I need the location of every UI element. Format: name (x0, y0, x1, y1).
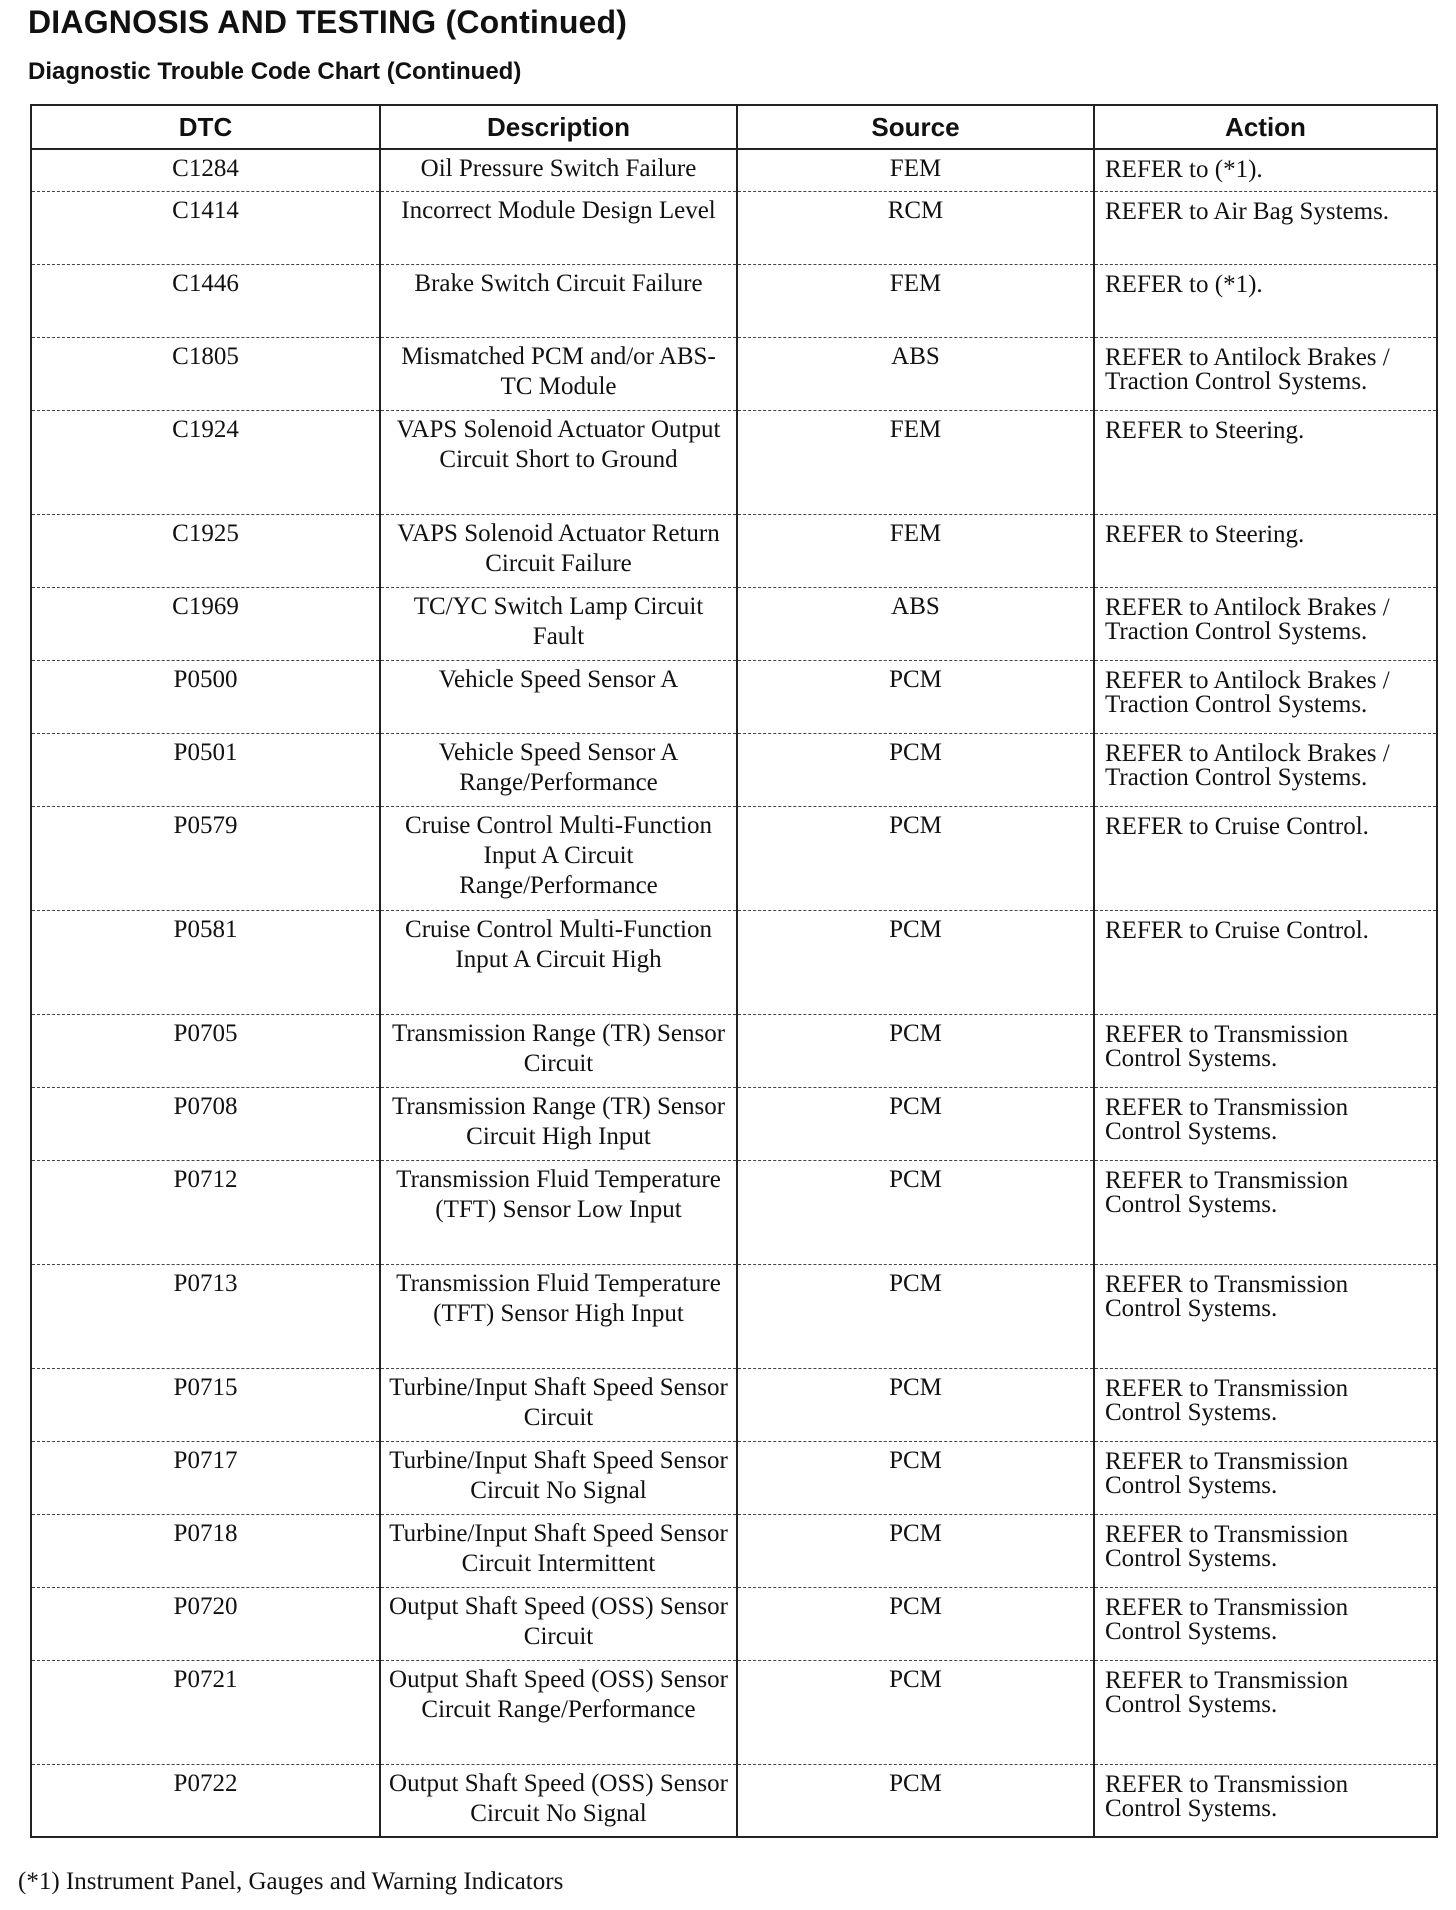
table-row (31, 1764, 1437, 1837)
dtc-source: PCM (737, 1587, 1094, 1660)
table-row (31, 410, 1437, 514)
dtc-code: P0708 (31, 1087, 380, 1160)
dtc-action: REFER to Steering. (1094, 514, 1437, 587)
dtc-action: REFER to Transmission Control Systems. (1094, 1764, 1437, 1837)
dtc-code: C1446 (31, 264, 380, 337)
dtc-action: REFER to Transmission Control Systems. (1094, 1264, 1437, 1368)
dtc-action: REFER to Transmission Control Systems. (1094, 1587, 1437, 1660)
dtc-code: C1924 (31, 410, 380, 514)
dtc-action: REFER to (*1). (1094, 149, 1437, 191)
dtc-source: PCM (737, 1087, 1094, 1160)
dtc-description: Vehicle Speed Sensor A Range/Performance (380, 733, 737, 806)
dtc-source: PCM (737, 910, 1094, 1014)
dtc-action: REFER to Cruise Control. (1094, 806, 1437, 910)
dtc-action: REFER to Antilock Brakes / Traction Control Systems. (1094, 660, 1437, 733)
dtc-description: Transmission Range (TR) Sensor Circuit (380, 1014, 737, 1087)
dtc-action: REFER to Antilock Brakes / Traction Control Systems. (1094, 733, 1437, 806)
table-row (31, 264, 1437, 337)
dtc-code: C1925 (31, 514, 380, 587)
table-row (31, 1660, 1437, 1764)
dtc-action: REFER to Antilock Brakes / Traction Control Systems. (1094, 337, 1437, 410)
table-row (31, 191, 1437, 264)
dtc-action: REFER to (*1). (1094, 264, 1437, 337)
table-row (31, 1587, 1437, 1660)
table-row (31, 806, 1437, 910)
dtc-action: REFER to Transmission Control Systems. (1094, 1014, 1437, 1087)
dtc-source: FEM (737, 514, 1094, 587)
column-header-source: Source (737, 105, 1094, 149)
dtc-code: P0581 (31, 910, 380, 1014)
dtc-code: C1969 (31, 587, 380, 660)
dtc-source: FEM (737, 264, 1094, 337)
dtc-action: REFER to Steering. (1094, 410, 1437, 514)
dtc-code: P0717 (31, 1441, 380, 1514)
dtc-code: P0715 (31, 1368, 380, 1441)
table-row (31, 910, 1437, 1014)
dtc-code: C1414 (31, 191, 380, 264)
dtc-code: P0722 (31, 1764, 380, 1837)
dtc-description: Turbine/Input Shaft Speed Sensor Circuit Intermittent (380, 1514, 737, 1587)
dtc-source: ABS (737, 587, 1094, 660)
dtc-description: Transmission Fluid Temperature (TFT) Sensor Low Input (380, 1160, 737, 1264)
dtc-source: FEM (737, 149, 1094, 191)
dtc-code: P0712 (31, 1160, 380, 1264)
dtc-source: PCM (737, 1264, 1094, 1368)
table-row (31, 1368, 1437, 1441)
dtc-source: PCM (737, 1160, 1094, 1264)
dtc-description: Turbine/Input Shaft Speed Sensor Circuit (380, 1368, 737, 1441)
dtc-description: Output Shaft Speed (OSS) Sensor Circuit No Signal (380, 1764, 737, 1837)
dtc-code: P0500 (31, 660, 380, 733)
table-row (31, 514, 1437, 587)
chart-subtitle: Diagnostic Trouble Code Chart (Continued) (28, 58, 522, 85)
dtc-action: REFER to Transmission Control Systems. (1094, 1368, 1437, 1441)
header-row (31, 105, 1437, 149)
table-row (31, 1264, 1437, 1368)
dtc-table-header (31, 105, 1437, 149)
dtc-source: PCM (737, 660, 1094, 733)
dtc-source: PCM (737, 1368, 1094, 1441)
dtc-code: P0705 (31, 1014, 380, 1087)
dtc-action: REFER to Transmission Control Systems. (1094, 1441, 1437, 1514)
dtc-action: REFER to Transmission Control Systems. (1094, 1087, 1437, 1160)
table-row (31, 1014, 1437, 1087)
dtc-source: PCM (737, 1764, 1094, 1837)
dtc-description: VAPS Solenoid Actuator Output Circuit Short to Ground (380, 410, 737, 514)
dtc-description: Oil Pressure Switch Failure (380, 149, 737, 191)
dtc-code: P0579 (31, 806, 380, 910)
dtc-description: VAPS Solenoid Actuator Return Circuit Failure (380, 514, 737, 587)
table-row (31, 733, 1437, 806)
dtc-description: Vehicle Speed Sensor A (380, 660, 737, 733)
dtc-source: PCM (737, 1660, 1094, 1764)
dtc-source: PCM (737, 1014, 1094, 1087)
table-row (31, 337, 1437, 410)
table-row (31, 587, 1437, 660)
dtc-code: C1805 (31, 337, 380, 410)
footnote: (*1) Instrument Panel, Gauges and Warning Indicators (18, 1868, 564, 1895)
table-row (31, 660, 1437, 733)
table-row (31, 1514, 1437, 1587)
dtc-description: TC/YC Switch Lamp Circuit Fault (380, 587, 737, 660)
dtc-action: REFER to Antilock Brakes / Traction Control Systems. (1094, 587, 1437, 660)
dtc-description: Incorrect Module Design Level (380, 191, 737, 264)
dtc-action: REFER to Air Bag Systems. (1094, 191, 1437, 264)
dtc-code: P0713 (31, 1264, 380, 1368)
dtc-source: PCM (737, 806, 1094, 910)
dtc-description: Cruise Control Multi-Function Input A Circuit Range/Performance (380, 806, 737, 910)
dtc-description: Mismatched PCM and/or ABS-TC Module (380, 337, 737, 410)
dtc-action: REFER to Transmission Control Systems. (1094, 1514, 1437, 1587)
dtc-source: RCM (737, 191, 1094, 264)
dtc-description: Turbine/Input Shaft Speed Sensor Circuit No Signal (380, 1441, 737, 1514)
dtc-table-body (31, 149, 1437, 1837)
dtc-source: PCM (737, 733, 1094, 806)
dtc-source: FEM (737, 410, 1094, 514)
column-header-description: Description (380, 105, 737, 149)
table-row (31, 1087, 1437, 1160)
table-row (31, 1441, 1437, 1514)
dtc-source: PCM (737, 1514, 1094, 1587)
dtc-code: P0501 (31, 733, 380, 806)
dtc-action: REFER to Cruise Control. (1094, 910, 1437, 1014)
dtc-code: P0718 (31, 1514, 380, 1587)
dtc-action: REFER to Transmission Control Systems. (1094, 1660, 1437, 1764)
dtc-action: REFER to Transmission Control Systems. (1094, 1160, 1437, 1264)
dtc-source: PCM (737, 1441, 1094, 1514)
column-header-action: Action (1094, 105, 1437, 149)
dtc-description: Transmission Range (TR) Sensor Circuit High Input (380, 1087, 737, 1160)
dtc-code: C1284 (31, 149, 380, 191)
dtc-description: Transmission Fluid Temperature (TFT) Sensor High Input (380, 1264, 737, 1368)
table-row (31, 1160, 1437, 1264)
dtc-code: P0721 (31, 1660, 380, 1764)
dtc-code: P0720 (31, 1587, 380, 1660)
table-row (31, 149, 1437, 191)
column-header-dtc: DTC (31, 105, 380, 149)
dtc-table (30, 104, 1438, 1838)
dtc-description: Cruise Control Multi-Function Input A Circuit High (380, 910, 737, 1014)
dtc-description: Output Shaft Speed (OSS) Sensor Circuit (380, 1587, 737, 1660)
dtc-description: Brake Switch Circuit Failure (380, 264, 737, 337)
dtc-description: Output Shaft Speed (OSS) Sensor Circuit Range/Performance (380, 1660, 737, 1764)
dtc-source: ABS (737, 337, 1094, 410)
page-title: DIAGNOSIS AND TESTING (Continued) (28, 4, 628, 40)
